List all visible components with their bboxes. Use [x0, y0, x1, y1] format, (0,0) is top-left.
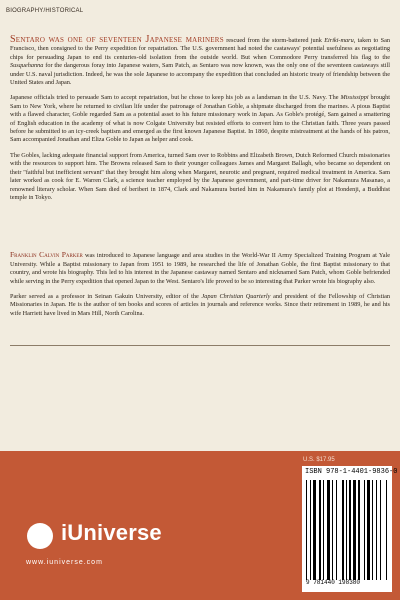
barcode-bar: [332, 480, 333, 580]
genre-label: BIOGRAPHY/HISTORICAL: [6, 8, 84, 14]
blurb-paragraph-3: The Gobles, lacking adequate financial support from America, turned Sam over to Robbins and Elizabeth Brown, Dutch Reformed Church missionaries with the resources to support him. The Browns released Sam to their younger colleagues James and Margaret Ballagh, who became so dependent on their "faithful but inefficient servant" that they brought him along when Margaret, neurotic and pregnant, required medical treatment in America. Sam later worked as cook for E. Warren Clark, a science teacher employed by the Japanese government, and part-time driver for Nakamura Masanao, a renowned literary scholar. When Sam died of beriberi in 1874, Clark and Nakamura buried him in Nakamura's family plot at Hondenji, a Buddhist temple in Tokyo.: [10, 151, 390, 201]
barcode-bar: [372, 480, 373, 580]
barcode-bar: [319, 480, 321, 580]
barcode-bar: [346, 480, 347, 580]
barcode-bar: [336, 480, 337, 580]
barcode-bar: [386, 480, 387, 580]
price-label: U.S. $17.95: [303, 457, 335, 463]
blurb-lead-text: Sentaro was one of seventeen Japanese mariners: [10, 34, 224, 45]
barcode-bar: [364, 480, 365, 580]
blurb-paragraph-1: [10, 36, 390, 87]
blurb-text: for the dangerous foray into Japanese waters, Sam Patch, as Sentaro was now known, was the only one of the seventeen castaways still under U.S. naval jurisdiction. Indeed, he was the sole Japanese to accompany the expedition that concluded an historic treaty of friendship between the United States and Japan.: [10, 62, 390, 87]
section-divider: [10, 345, 390, 346]
barcode-bar: [323, 480, 324, 580]
ship-name: Susquehanna: [10, 62, 44, 70]
blurb-section: [10, 36, 390, 325]
journal-name: Japan Christian Quarterly: [201, 292, 271, 300]
blurb-paragraph-2: [10, 94, 390, 144]
barcode: [302, 466, 398, 592]
blurb-text: brought Sam to New York, where he returned to civilian life under the patronage of Jonathan Goble, a shipmate discharged from the marines. A pious Baptist with a flawed character, Goble regarded Sam as a potential asset to his future missionary work in Japan. As Goble's protégé, Sam gained a smattering of English education in the academy of what is now Colgate University but resisted efforts to convert him to the Christian faith. Three years passed before he submitted to an icy-creek baptism and emerged as the first known Japanese Baptist. In 1860, despite mistreatment at the hands of his patron, Sam accompanied Jonathan and Eliza Goble to Japan as helper and cook.: [10, 94, 390, 144]
barcode-bar: [313, 480, 316, 580]
spacer: [10, 209, 390, 251]
author-bio: [10, 251, 390, 286]
barcode-bar: [327, 480, 330, 580]
barcode-bars: [306, 480, 388, 580]
author-bio-text: and president of the Fellowship of Christian Missionaries in Japan. He is the author of ten books and scores of articles in journals and reference works. Since their retirement in 1989, he and his wife Harriett have lived in Mars Hill, North Carolina.: [10, 292, 390, 317]
author-bio-text: Parker served as a professor in Seinan Gakuin University, editor of the: [10, 292, 202, 300]
barcode-digits: 9 781440 198380: [306, 579, 361, 586]
globe-icon: [27, 523, 53, 549]
publisher-name: iUniverse: [61, 520, 162, 545]
barcode-bar: [367, 480, 370, 580]
blurb-text: Japanese officials tried to persuade Sam to accept repatriation, but he chose to keep his job as a landsman in the U.S. Navy. The: [10, 94, 341, 102]
barcode-bar: [380, 480, 381, 580]
publisher-logo: [27, 520, 177, 550]
barcode-bar: [358, 480, 360, 580]
barcode-bar: [349, 480, 351, 580]
publisher-url: www.iuniverse.com: [26, 559, 103, 566]
blurb-text: , taken to San Francisco, then consigned to the Perry expedition for repatriation. The U.S. government had noted the castaways' potential usefulness as negotiating chips for persuading Japan to end its centuries-old isolation from the outside world. But when Commodore Perry transferred his flag to the: [10, 37, 390, 61]
ship-name: Mississippi: [340, 94, 369, 102]
barcode-bar: [353, 480, 356, 580]
barcode-bar: [342, 480, 344, 580]
author-bio-text: was introduced to Japanese language and area studies in the World-War II Army Specialized Training Program at Yale University. While a Baptist missionary to Japan from 1951 to 1989, he researched the life of Jonathan Goble, the first Baptist missionary to that country, and wrote his biography. This led to his interest in the Japanese castaway named Sentaro and nicknamed Sam Patch, whom Goble befriended while serving in the Perry expedition that opened Japan to the West. Sentaro's life proved to be so interesting that Parker wrote his biography also.: [10, 252, 390, 285]
ship-name: Eiriki-maru: [324, 37, 354, 44]
blurb-text: rescued from the storm-battered junk: [226, 37, 325, 44]
isbn-text: ISBN 978-1-4401-9836-0: [305, 468, 398, 476]
barcode-bar: [376, 480, 377, 580]
author-name: Franklin Calvin Parker: [10, 250, 83, 260]
barcode-bar: [310, 480, 311, 580]
author-bio-2: [10, 293, 390, 318]
barcode-bar: [306, 480, 307, 580]
